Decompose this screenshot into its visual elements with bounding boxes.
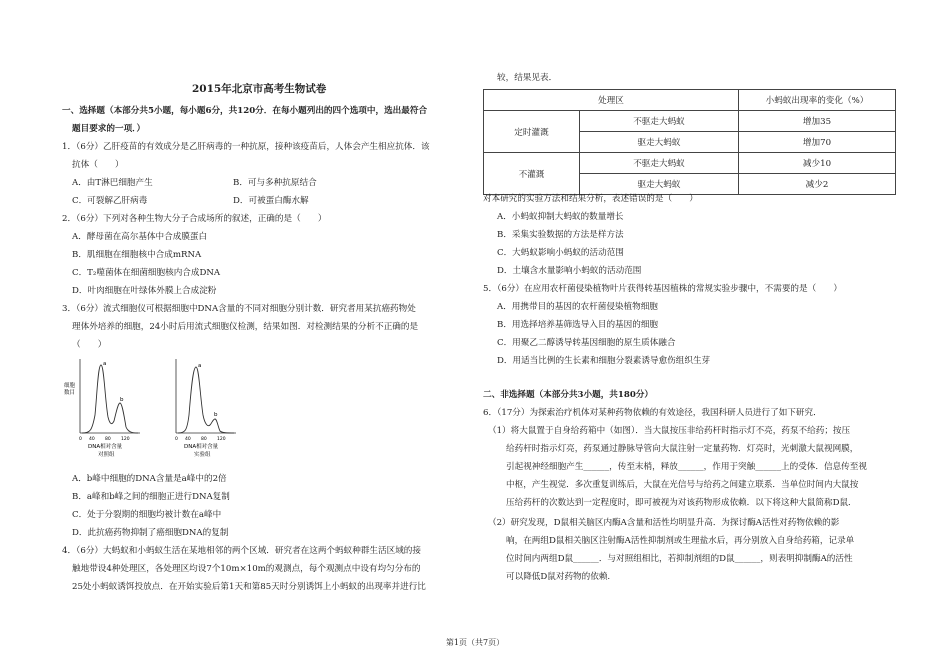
table-header-cell: 小蚂蚁出现率的变化（%）: [738, 90, 895, 111]
q2-option-a: A．酵母菌在高尔基体中合成膜蛋白: [72, 232, 208, 242]
experiment-group-label: 实验组: [194, 452, 211, 458]
y-label-1: 细胞: [64, 383, 76, 389]
q3-option-b: B．a峰和b峰之间的细胞正进行DNA复制: [72, 492, 230, 502]
tick-80: 80: [105, 437, 111, 442]
q4-stem-cont: 触地带设4种处理区，各处理区均设7个10m×10m的观测点，每个观测点中设有均匀分布的: [72, 564, 421, 574]
q3-stem-cont2: （ ）: [72, 340, 107, 350]
q6-part1-cont4: 压给药杆的次数达到一定程度时，即可被视为对该药物形成依赖．以下将这种大鼠简称D鼠．: [506, 498, 857, 508]
table-cell: 减少10: [738, 153, 895, 174]
q1-stem-cont: 抗体（ ）: [72, 160, 124, 170]
table-cell: 增加35: [738, 111, 895, 132]
peak-b-label: b: [120, 397, 124, 403]
y-label-2: 数目: [64, 390, 76, 396]
q4-option-a: A．小蚂蚁抑制大蚂蚁的数量增长: [497, 212, 624, 222]
table-header-cell: 处理区: [484, 90, 739, 111]
q6-part2-cont: 响，在两组D鼠相关脑区注射酶A活性抑制剂或生理盐水后，再分别放入自身给药箱，记录单: [506, 536, 855, 546]
section1-heading: 一、选择题（本部分共5小题，每小题6分，共120分．在每小题列出的四个选项中，选出最符合: [62, 106, 428, 116]
x-label: DNA相对含量: [88, 444, 123, 450]
section2-heading: 二、非选择题（本部分共3小题，共180分）: [483, 390, 654, 400]
q3-figure: [62, 355, 292, 467]
table-cell: 驱走大蚂蚁: [580, 174, 739, 195]
q3-option-d: D．此抗癌药物抑制了癌细胞DNA的复制: [72, 528, 229, 538]
q6-part2-cont3: 可以降低D鼠对药物的依赖.: [506, 572, 611, 582]
table-row: [484, 153, 896, 174]
q3-stem: 3．（6分）流式细胞仪可根据细胞中DNA含量的不同对细胞分别计数．研究者用某抗癌药物处: [62, 304, 416, 314]
table-group-cell: 不灌溉: [484, 153, 580, 195]
tick-0: 0: [79, 437, 82, 442]
q4-option-c: C．大蚂蚁影响小蚂蚁的活动范围: [497, 248, 624, 258]
q4-option-b: B．采集实验数据的方法是样方法: [497, 230, 624, 240]
q2-option-c: C．T₂噬菌体在细菌细胞核内合成DNA: [72, 268, 221, 278]
q6-part1-cont3: 中枢，产生视觉．多次重复训练后，大鼠在光信号与给药之间建立联系．当单位时间内大鼠按: [506, 480, 859, 490]
table-cell: 增加70: [738, 132, 895, 153]
q3-stem-cont: 理体外培养的细胞，24小时后用流式细胞仪检测，结果如图．对检测结果的分析不正确的是: [72, 322, 419, 332]
q5-option-a: A．用携带目的基因的农杆菌侵染植物细胞: [497, 302, 658, 312]
q6-part2-cont2: 位时间内两组D鼠______．与对照组相比，若抑制剂组的D鼠______，则表明抑制酶A的活性: [506, 554, 853, 564]
tick-0: 0: [175, 437, 178, 442]
peak-a-label: a: [103, 361, 107, 367]
q1-option-d: D．可被蛋白酶水解: [233, 196, 309, 206]
q1-option-a: A．由T淋巴细胞产生: [72, 178, 153, 188]
q6-stem: 6．（17分）为探索治疗机体对某种药物依赖的有效途径，我国科研人员进行了如下研究．: [483, 408, 822, 418]
q2-option-b: B．肌细胞在细胞核中合成mRNA: [72, 250, 202, 260]
q6-part1-cont: 给药杆时指示灯亮，药泵通过静脉导管向大鼠注射一定量药物．灯亮时，光刺激大鼠视网膜，: [506, 444, 859, 454]
tick-120: 120: [121, 437, 130, 442]
table-cell: 不驱走大蚂蚁: [580, 153, 739, 174]
q6-part1-cont2: 引起视神经细胞产生______，传至末梢，释放______，作用于突触______上的受体．信息传至视: [506, 462, 867, 472]
q4-question: 对本研究的实验方法和结果分析，表述错误的是（ ）: [483, 194, 698, 204]
q1-option-c: C．可裂解乙肝病毒: [72, 196, 148, 206]
q5-option-c: C．用聚乙二醇诱导转基因细胞的原生质体融合: [497, 338, 676, 348]
table-cell: 减少2: [738, 174, 895, 195]
table-cell: 不驱走大蚂蚁: [580, 111, 739, 132]
q1-stem: 1．（6分）乙肝疫苗的有效成分是乙肝病毒的一种抗原，接种该疫苗后，人体会产生相应抗体．该: [62, 142, 430, 152]
ant-data-table: [483, 89, 896, 195]
page-footer: 第1页（共7页）: [445, 638, 505, 647]
q1-option-b: B．可与多种抗原结合: [233, 178, 317, 188]
q5-option-b: B．用选择培养基筛选导入目的基因的细胞: [497, 320, 659, 330]
q4-option-d: D．土壤含水量影响小蚂蚁的活动范围: [497, 266, 642, 276]
tick-120: 120: [217, 437, 226, 442]
q6-part2: （2）研究发现，D鼠相关脑区内酶A含量和活性均明显升高．为探讨酶A活性对药物依赖的影: [488, 518, 840, 528]
q6-part1: （1）将大鼠置于自身给药箱中（如图）．当大鼠按压非给药杆时指示灯不亮，药泵不给药；按压: [488, 426, 851, 436]
table-header-row: [484, 90, 896, 111]
q4-stem-cont3: 较，结果见表．: [497, 73, 558, 83]
experiment-histogram: [175, 359, 236, 458]
x-label: DNA相对含量: [184, 444, 219, 450]
q2-stem: 2．（6分）下列对各种生物大分子合成场所的叙述，正确的是（ ）: [62, 214, 327, 224]
table-cell: 驱走大蚂蚁: [580, 132, 739, 153]
q5-stem: 5．（6分）在应用农杆菌侵染植物叶片获得转基因植株的常规实验步骤中，不需要的是（ ）: [483, 284, 842, 294]
control-histogram: [64, 359, 140, 458]
q3-option-c: C．处于分裂期的细胞均被计数在a峰中: [72, 510, 222, 520]
q4-stem-cont2: 25处小蚂蚁诱饵投放点．在开始实验后第1天和第85天时分别诱饵上小蚂蚁的出现率并进行比: [72, 582, 426, 592]
tick-40: 40: [185, 437, 191, 442]
section1-heading-cont: 题目要求的一项．）: [72, 124, 146, 134]
peak-b-label: b: [214, 412, 218, 418]
q3-option-a: A．b峰中细胞的DNA含量是a峰中的2倍: [72, 474, 227, 484]
q5-option-d: D．用适当比例的生长素和细胞分裂素诱导愈伤组织生芽: [497, 356, 711, 366]
q2-option-d: D．叶肉细胞在叶绿体外膜上合成淀粉: [72, 286, 217, 296]
tick-80: 80: [201, 437, 207, 442]
tick-40: 40: [89, 437, 95, 442]
control-group-label: 对照组: [98, 452, 115, 458]
peak-a-label: a: [198, 363, 202, 369]
q4-stem: 4．（6分）大蚂蚁和小蚂蚁生活在某地相邻的两个区域．研究者在这两个蚂蚁种群生活区域的接: [62, 546, 421, 556]
table-row: [484, 111, 896, 132]
page-title: 2015年北京市高考生物试卷: [192, 83, 327, 95]
flow-cytometry-figure: [62, 355, 292, 467]
table-group-cell: 定时灌溉: [484, 111, 580, 153]
